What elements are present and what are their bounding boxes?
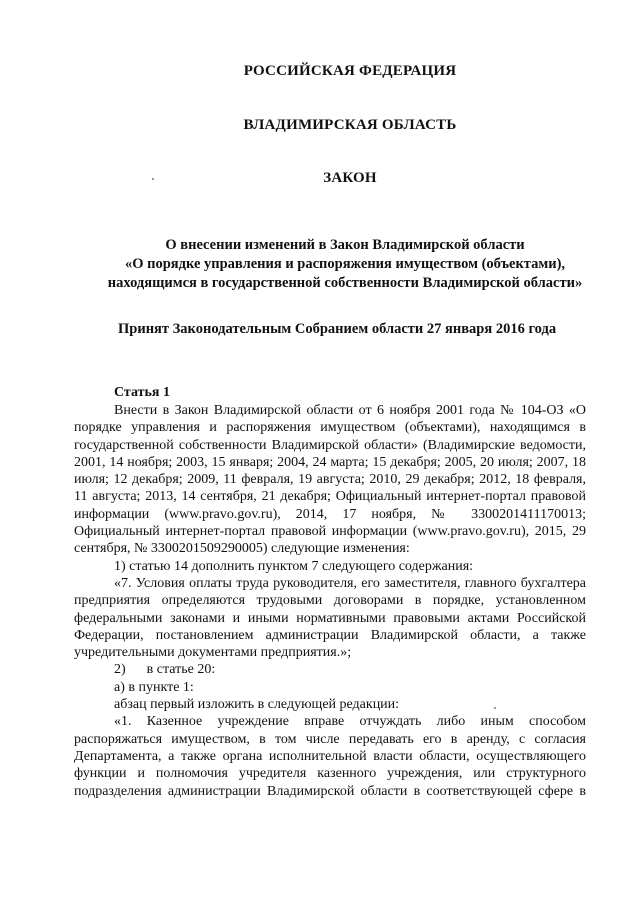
region-heading: ВЛАДИМИРСКАЯ ОБЛАСТЬ: [243, 117, 457, 133]
law-title-line: находящимся в государственной собственности Владимирской области»: [107, 275, 583, 291]
article-paragraph: «7. Условия оплаты труда руководителя, его заместителя, главного бухгалтера предприятия определяются трудовыми договорами в порядке, установленном федеральными законами и иными нормативными правовыми актами Российской Федерации, постановлением администрации Владимирской области, а также учредительными документами предприятия.»;: [74, 575, 586, 661]
scan-speck: [494, 707, 496, 709]
article-paragraph: «1. Казенное учреждение вправе отчуждать либо иным способом распоряжаться имуществом, в том числе передавать его в аренду, с согласия Департамента, а также органа исполнительной власти области, осуществляющего функции и полномочия учредителя казенного учреждения, или структурного подразделения администрации Владимирской области в соответствующей сфере в: [74, 714, 586, 799]
article-paragraph: 1) статью 14 дополнить пунктом 7 следующего содержания:: [114, 558, 474, 574]
article-heading: Статья 1: [114, 385, 170, 400]
adoption-statement: Принят Законодательным Собранием области 27 января 2016 года: [118, 321, 557, 337]
document-type-heading: ЗАКОН: [323, 170, 377, 186]
article-paragraph: Внести в Закон Владимирской области от 6 ноября 2001 года № 104-ОЗ «О порядке управления и распоряжения имуществом (объектами), находящимся в государственной собственности Владимирской области» (Владимирские ведомости, 2001, 14 ноября; 2003, 15 января; 2004, 24 марта; 15 декабря; 2005, 20 июля; 2007, 18 июля; 12 декабря; 2009, 11 февраля, 19 августа; 2010, 29 декабря; 2012, 18 февраля, 11 августа; 2013, 14 сентября, 21 декабря; Официальный интернет-портал правовой информации (www.pravo.gov.ru), 2014, 17 ноября, № 3300201411170013; Официальный интернет-портал правовой информации (www.pravo.gov.ru), 2015, 29 сентября, № 3300201509290005) следующие изменения:: [74, 403, 586, 557]
country-heading: РОССИЙСКАЯ ФЕДЕРАЦИЯ: [243, 63, 457, 79]
article-paragraph: 2) в статье 20:: [114, 662, 216, 678]
law-title: [95, 236, 595, 293]
article-paragraph: а) в пункте 1:: [114, 679, 194, 695]
law-title-line: О внесении изменений в Закон Владимирской области: [165, 237, 525, 253]
article-body: [74, 402, 586, 800]
law-title-line: «О порядке управления и распоряжения имуществом (объектами),: [124, 256, 566, 272]
scan-speck: [152, 178, 154, 180]
article-paragraph: абзац первый изложить в следующей редакции:: [114, 697, 400, 713]
